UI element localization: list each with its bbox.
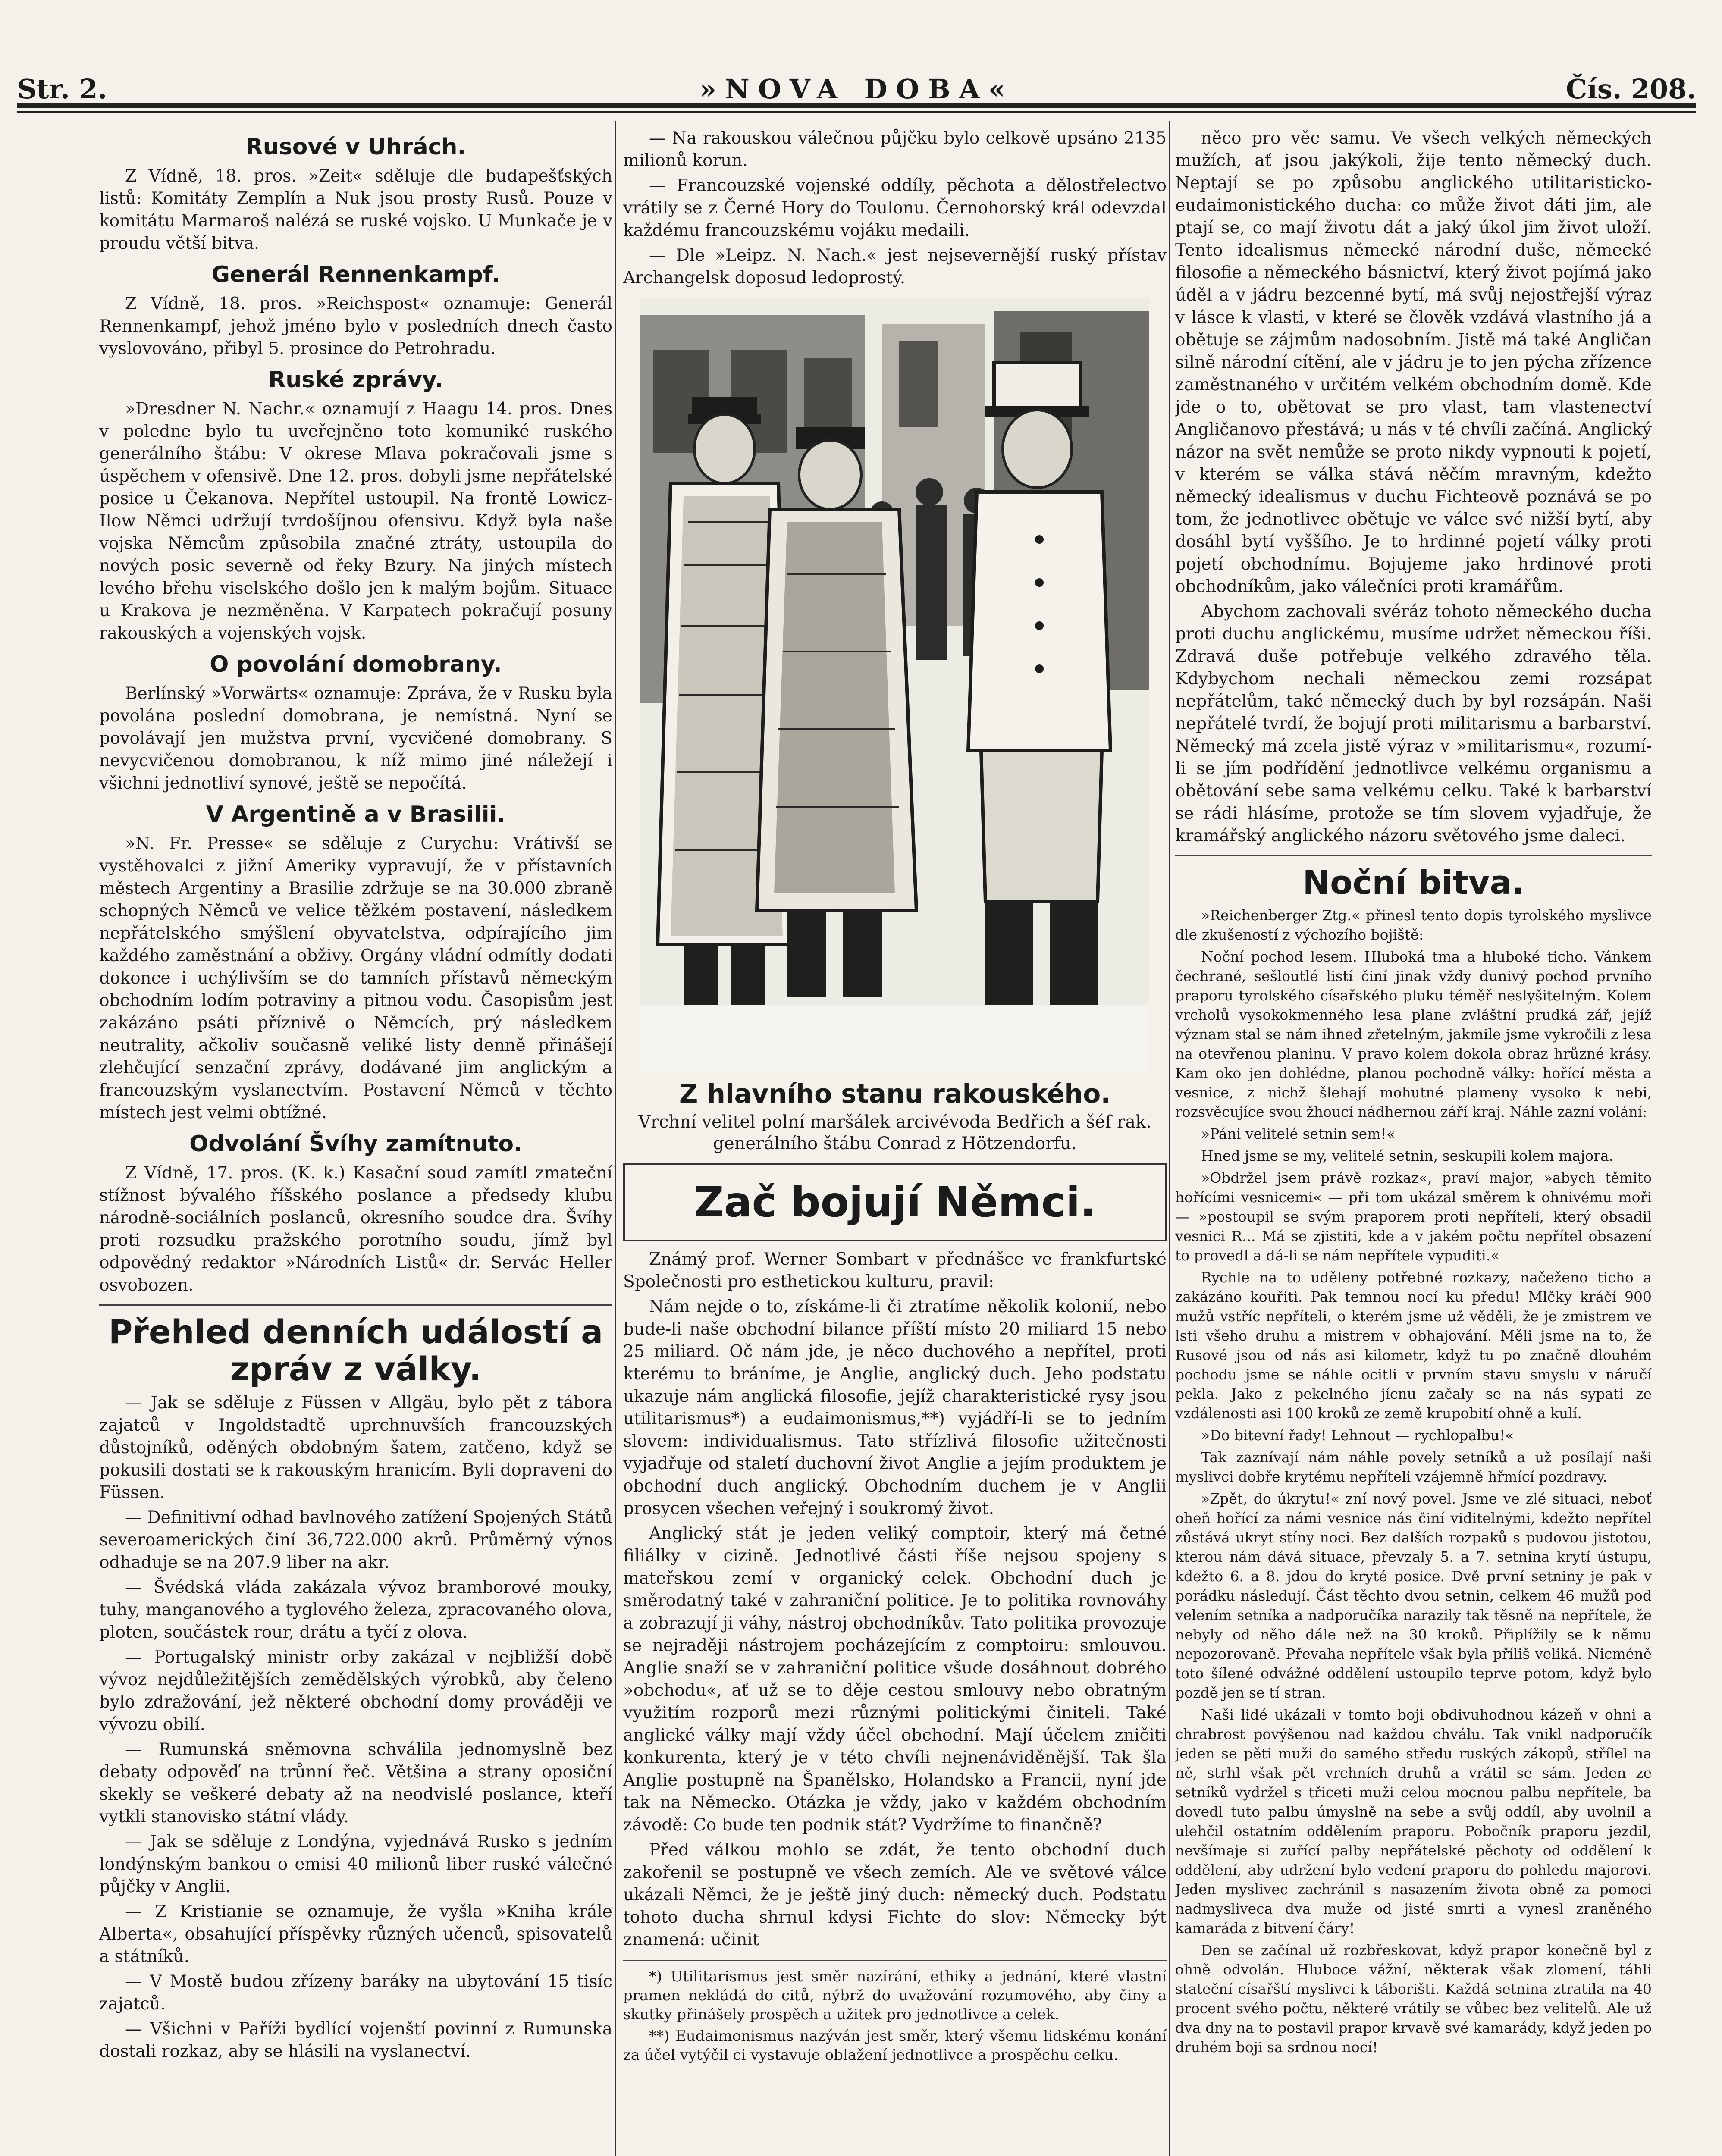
news-item: — Z Kristianie se oznamuje, že vyšla »Kniha krále Alberta«, obsahující příspěvky různých učenců, spisovatelů a státníků.: [99, 1902, 612, 1966]
headline: V Argentině a v Brasilii.: [206, 802, 506, 827]
page-number: Str. 2.: [17, 73, 107, 105]
issue-number: Čís. 208.: [1566, 73, 1696, 105]
article-text: »Dresdner N. Nachr.« oznamují z Haagu 14. pros. Dnes v poledne bylo tu uveřejněno toto komuniké ruského generálního štábu: V okrese Mlava pokračovali jsme s úspěchem v ofensivě. Dne 12. pros. dobyli jsme nepřátelské posice u Čekanova. Nepřítel ustoupil. Na frontě Lowicz-Ilow Němci udržují tvrdošíjnou ofensivu. Když byla naše vojska Němcům způsobila značné ztráty, ustoupila do nových posic severně od řeky Bzury. Na jiných místech levého břehu viselského došlo jen k malým bojům. Situace u Krakova je nezměněna. V Karpatech pokračují posuny rakouských a vojenských vojsk.: [99, 399, 612, 643]
article-text: »Páni velitelé setnin sem!«: [1201, 1125, 1396, 1142]
article-text: Berlínský »Vorwärts« oznamuje: Zpráva, že v Rusku byla povolána poslední domobrana, je nemístná. Nyní se povolávají jen mužstva první, vycvičené domobrany. S nevycvičenou domobranou, k níž mimo jiné náležejí i všichni jednotliví synové, ještě se nepočítá.: [99, 684, 612, 793]
footnote: **) Eudaimonismus nazýván jest směr, který všemu lidskému konání za účel vytýčil ci vystavuje oblažení jednotlivce a prospěchu celku.: [623, 2028, 1167, 2064]
article-text: Z Vídně, 18. pros. »Zeit« sděluje dle budapešťských listů: Komitáty Zemplín a Nuk jsou prosty Rusů. Pouze v komitátu Marmaroš nalézá se ruské vojsko. U Munkače je v proudu větší bitva.: [99, 166, 612, 253]
caption-text: Vrchní velitel polní maršálek arcivévoda Bedřich a šéf rak. generálního štábu Conrad z Hötzendorfu.: [638, 1112, 1151, 1153]
headline: Generál Rennenkampf.: [211, 262, 500, 288]
headline: Ruské zprávy.: [268, 367, 443, 393]
column-divider: [1169, 121, 1170, 2156]
headline-box: [623, 1163, 1167, 1241]
article-text: Naši lidé ukázali v tomto boji obdivuhodnou kázeň v ohni a chrabrost povýšenou nad každou chválu. Tak vnikl nadporučík jeden se pěti muži do samého středu ruských zákopů, střílel na ně, strhl však pět vrchních druhů a vrátil se sám. Jeden ze setníků vydržel s třiceti muži celou mocnou palbu nepřítele, ba dovedl tuto palbu úmyslně na sebe a svůj oddíl, aby uvolnil a ulehčil ostatním oddělením praporu. Pobočník praporu jezdil, nevšímaje si zuřící palby nepřátelské pěchoty od oddělení k oddělení, aby udržení bylo vedení praporu do pohledu majorovi. Jeden myslivec zachránil s nasazením života obně za pomoci nadmysliveca dva muže od jisté smrti a vynesl zraněného kamaráda z bitvení čáry!: [1175, 1706, 1652, 1937]
news-item: — Na rakouskou válečnou půjčku bylo celkově upsáno 2135 milionů korun.: [623, 128, 1167, 170]
page-header: [17, 69, 1696, 108]
article-text: »Obdržel jsem právě rozkaz«, praví major, »abych těmito hořícími vesnicemi« — při tom ukázal směrem k ohnivému moři — »postoupil se svým praporem proti nepříteli, který obsadil vesnici R... Má se zjistiti, kde a v jakém počtu nepřítel obsazení to provedl a dá-li se nám nepřítele vypuditi.«: [1175, 1169, 1652, 1264]
news-item: — Rumunská sněmovna schválila jednomyslně bez debaty odpověď na trůnní řeč. Většina a strany oposiční skekly se veškeré debaty až na neodvislé poslance, kteří vytkli stanovisko státní vlády.: [99, 1740, 612, 1827]
header-rule: [17, 103, 1696, 108]
column-middle: [623, 127, 1167, 2156]
article-text: Rychle na to uděleny potřebné rozkazy, načeženo ticho a zakázáno kouřiti. Pak temnou nocí ku předu! Mlčky kráčí 900 mužů vstříc nepříteli, o kterém jsme už věděli, že je zmistrem ve lsti všeho druhu a mistrem v obhajování. Měli jsme na to, že Rusové jsou od nás asi kilometr, když tu po značně dlouhém pochodu jsme se náhle ocitli v prvním stavu smyslu v náručí pekla. Jako z pekelného jícnu začaly se na nás sypati ze vzdálenosti asi 100 kroků ze země krupobití ohně a kulí.: [1175, 1269, 1652, 1422]
section-headline: Noční bitva.: [1302, 863, 1524, 902]
news-item: — Jak se sděluje z Füssen v Allgäu, bylo pět z tábora zajatců v Ingoldstadtě uprchnuvších francouzských důstojníků, oděných obdobným šatem, zatčeno, když se pokusili dostati se k rakouským hranicím. Byli dopraveni do Füssen.: [99, 1393, 612, 1502]
article-text: Anglický stát je jeden veliký comptoir, který má četné filiálky v cizině. Jednotlivé části říše nejsou spojeny s mateřskou zemí v organický celek. Obchodní duch je směrodatný také v zahraniční politice. Je to politika rovnováhy a zobrazují ji váhy, nástroj obchodníkův. Tato politika provozuje se nejraději nástrojem pocházejícím z comptoiru: smlouvou. Anglie snaží se v zahraniční politice všude dosáhnout dobrého »obchodu«, ať už se to děje cestou smlouvy nebo obratným využitím rozporů mezi různými politickými činiteli. Také anglické války mají vždy účel obchodní. Mají účelem zničiti konkurenta, který je v této chvíli nejnenáviděnější. Tak šla Anglie postupně na Španělsko, Holandsko a Francii, nyní jde tak na Německo. Otázka je vždy, jako v každém obchodním závodě: Co bude ten podnik stát? Vydržíme to finančně?: [623, 1524, 1167, 1835]
article-text: Noční pochod lesem. Hluboká tma a hluboké ticho. Vánkem čechrané, sešloutlé listí činí jinak vždy dunivý pochod prvního praporu tyrolského císařského pluku téměř neslyšitelným. Kolem vrcholů vysokokmenného lesa plane zvláštní prudká zář, jejíž význam stal se nám ihned zřetelným, jakmile jsme vykročili z lesa na otevřenou planinu. V pravo kolem dokola obraz hrůzné krásy. Kam oko jen dohlédne, planou pochodně války: hořící města a vesnice, z nichž šlehají mohutné plameny vysoko k nebi, rozsvěcujíce svou žhoucí nádhernou září kraj. Náhle zazní volání:: [1175, 948, 1652, 1120]
article-text: »Reichenberger Ztg.« přinesl tento dopis tyrolského myslivce dle zkušeností z výchozího bojiště:: [1175, 907, 1652, 943]
caption-title: Z hlavního stanu rakouského.: [679, 1079, 1111, 1109]
article-text: Den se začínal už rozbřeskovat, když prapor konečně byl z ohně odvolán. Hluboce vážní, některak však zlomení, táhli stateční císařští myslivci k táborišti. Každá setnina ztratila na 40 procent svého počtu, některé vrátily se vůbec bez velitelů. Ale už dva dny na to postavil prapor krvavě své kamarády, když jeden po druhém boji sa srdnou nocí!: [1175, 1942, 1652, 2056]
illustration-officers: [640, 298, 1149, 1074]
article-text: »N. Fr. Presse« se sděluje z Curychu: Vrátivší se vystěhovalci z jižní Ameriky vypravují, že v přístavních městech Argentiny a Brasilie zdržuje se na 30.000 zbraně schopných Němců ve velice těžkém postavení, následkem nepřátelského smýšlení obyvatelstva, odpírajícího jim každého zaměstnání a obživy. Orgány vládní odmítly dodati dokonce i uchýlivším se do tamních přístavů německým obchodním lodím potraviny a pitnou vodu. Časopisům jest zakázáno psáti příznivě o Němcích, prý následkem neutrality, ačkoliv současně veliké listy denně přinášejí zlehčující senzační zprávy, dodávané jim anglickým a francouzským vyslanectvím. Postavení Němců v těchto místech jest velmi obtížné.: [99, 834, 612, 1122]
news-item: — Francouzské vojenské oddíly, pěchota a dělostřelectvo vrátily se z Černé Hory do Toulonu. Černohorský král odevzdal každému francouzskému vojáku medaili.: [623, 176, 1167, 240]
headline: Rusové v Uhrách.: [245, 134, 466, 160]
headline: Odvolání Švíhy zamítnuto.: [189, 1131, 522, 1157]
article-text: Hned jsme se my, velitelé setnin, seskupili kolem majora.: [1201, 1147, 1614, 1164]
article-text: Známý prof. Werner Sombart v přednášce ve frankfurtské Společnosti pro esthetickou kulturu, pravil:: [623, 1250, 1167, 1291]
main-headline: Zač bojují Němci.: [694, 1178, 1096, 1226]
column-divider: [615, 121, 616, 2156]
news-item: — Jak se sděluje z Londýna, vyjednává Rusko s jedním londýnským bankou o emisi 40 milionů liber ruské válečné půjčky v Anglii.: [99, 1832, 612, 1896]
section-headline: Přehled denních událostí a zpráv z války.: [108, 1313, 603, 1388]
article-text: »Zpět, do úkrytu!« zní nový povel. Jsme ve zlé situaci, neboť oheň hořící za námi vesnice nás činí viditelnými, kdežto nepřítel zůstává ukryt stíny noci. Bez dalších rozpaků s pudovou jistotou, kterou nám dává situace, převzaly 5. a 7. setnina krytí ústupu, kdežto 6. a 8. jdou do kryté posice. Dvě první setniny je pak v porádku následují. Část těchto dvou setnin, celkem 46 mužů pod velením setníka a nadporučíka narazily tak těsně na nepřítele, že nebyly od něho dále než na 30 kroků. Připlížily se k němu nepozorovaně. Převaha nepřítele však byla příliš veliká. Nicméně toto šílené odvážné oddělení ustoupilo teprve potom, když bylo pozdě jen se tí stran.: [1175, 1490, 1652, 1701]
news-item: — Všichni v Paříži bydlící vojenští povinní z Rumunska dostali rozkaz, aby se hlásili na vyslanectví.: [99, 2019, 612, 2061]
column-left: [99, 127, 612, 2156]
news-item: — V Mostě budou zřízeny baráky na ubytování 15 tisíc zajatců.: [99, 1972, 612, 2014]
separator: [99, 1304, 612, 1306]
column-right: [1175, 127, 1652, 2156]
article-text: Z Vídně, 17. pros. (K. k.) Kasační soud zamítl zmateční stížnost bývalého říšského poslance a předsedy klubu národně-sociálních poslanců, okresního soudce dra. Švíhy proti rozsudku pražského porotního soudu, jímž byl odpovědný redaktor »Národních Listů« dr. Servác Heller osvobozen.: [99, 1163, 612, 1295]
masthead-title: »NOVA DOBA«: [699, 73, 1014, 105]
separator: [1175, 855, 1652, 856]
news-item: — Dle »Leipz. N. Nach.« jest nejsevernější ruský přístav Archangelsk doposud ledoprostý.: [623, 246, 1167, 288]
footnote: *) Utilitarismus jest směr nazírání, ethiky a jednání, které vlastní pramen nekládá do citů, nýbrž do uvažování rozumového, aby činy a skutky přinášely prospěch a užitek pro jednotlivce a celek.: [623, 1968, 1167, 2023]
footnotes: [623, 1960, 1167, 2065]
article-text: něco pro věc samu. Ve všech velkých německých mužích, ať jsou jakýkoli, žije tento německý duch. Neptají se po způsobu anglického utilitaristicko-eudaimonistického ducha: co může život dáti jim, ale ptají se, co mají životu dát a jaký úkol jim život uloží. Tento idealismus německé národní duše, německé filosofie a německého básnictví, který život pojímá jako úděl a v jádru bezcenné bytí, má svůj nejostřejší výraz v lásce k vlasti, v které se člověk vzdává vlastního já a obětuje se zájmům nadosobním. Jistě má také Angličan silně národní cítění, ale v jádru je to jen pýcha zřízence zaměstnaného v určitém velkém obchodním domě. Kde jde o to, obětovat se pro vlast, tam vlastenectví Angličanovo přestává; u nás v té chvíli začíná. Anglický názor na svět nemůže se proto nikdy vypnouti k pojetí, v kterém se válka stává něčím mravným, kdežto německý idealismus v duchu Fichteově poznává se po tom, že jednotlivec obětuje ve válce své nižší bytí, aby dosáhl bytí vyššího. Je to hrdinné pojetí války proti pojetí obchodnímu. Bojujeme jako hrdinové proti obchodníkům, jako válečníci proti kramářům.: [1175, 128, 1652, 596]
news-item: — Definitivní odhad bavlnového zatížení Spojených Států severoamerických činí 36,722.000 akrů. Průměrný výnos odhaduje se na 207.9 liber na akr.: [99, 1508, 612, 1572]
news-item: — Švédská vláda zakázala vývoz bramborové mouky, tuhy, manganového a tyglového železa, zpracovaného olova, ploten, součástek rour, drátu a tyčí z olova.: [99, 1578, 612, 1642]
article-text: Abychom zachovali svéráz tohoto německého ducha proti duchu anglickému, musíme udržet německou říši. Zdravá duše potřebuje velkého zdravého těla. Kdybychom nechali německou zemi rozsápat nepřátelům, také německý duch by byl rozsápán. Naši nepřátelé tvrdí, že bojují proti militarismu a barbarství. Německý má zcela jistě výraz v »militarismu«, rozumí-li se jím podřídění jednotlivce velkému organismu a obětování sebe sama velkému celku. Také k barbarství se rádi hlásíme, protože se tím slovem vyjadřuje, že kramářský anglického názoru světového jsme daleci.: [1175, 602, 1652, 846]
news-item: — Portugalský ministr orby zakázal v nejbližší době vývoz nejdůležitějších zemědělských výrobků, aby čeleno bylo zdražování, jež některé obchodní domy prováději ve vývozu obilí.: [99, 1648, 612, 1734]
article-text: Z Vídně, 18. pros. »Reichspost« oznamuje: Generál Rennenkampf, jehož jméno bylo v posledních dnech často vyslovováno, přibyl 5. prosince do Petrohradu.: [99, 294, 612, 358]
headline: O povolání domobrany.: [210, 652, 502, 677]
article-text: »Do bitevní řady! Lehnout — rychlopalbu!«: [1201, 1427, 1514, 1444]
article-text: Nám nejde o to, získáme-li či ztratíme několik kolonií, nebo bude-li naše obchodní bilance příští místo 20 miliard 15 nebo 25 miliard. Oč nám jde, je něco duchového a nepřítel, proti kterému to bráníme, je Anglie, anglický duch. Jeho podstatu ukazuje nám anglická filosofie, jejíž charakteristické rysy jsou utilitarismus*) a eudaimonismus,**) vyjádří-li se to jedním slovem: individualismus. Tato střízlivá filosofie užitečnosti vyjadřuje od staletí duchovní život Anglie a jejím produktem je obchodní duch anglický. Obchodním duchem je v Anglii prosycen všechen veřejný i soukromý život.: [623, 1297, 1167, 1518]
header-rule-thin: [17, 111, 1696, 113]
article-text: Tak zaznívají nám náhle povely setníků a už posílají naši myslivci dobře krytému nepříteli vzájemně hřmící pozdravy.: [1175, 1449, 1652, 1485]
article-text: Před válkou mohlo se zdát, že tento obchodní duch zakořenil se postupně ve všech zemích. Ale ve světové válce ukázali Němci, že je ještě jiný duch: německý duch. Podstatu tohoto ducha shrnul kdysi Fichte do slov: Německy být znamená: učinit: [623, 1840, 1167, 1949]
